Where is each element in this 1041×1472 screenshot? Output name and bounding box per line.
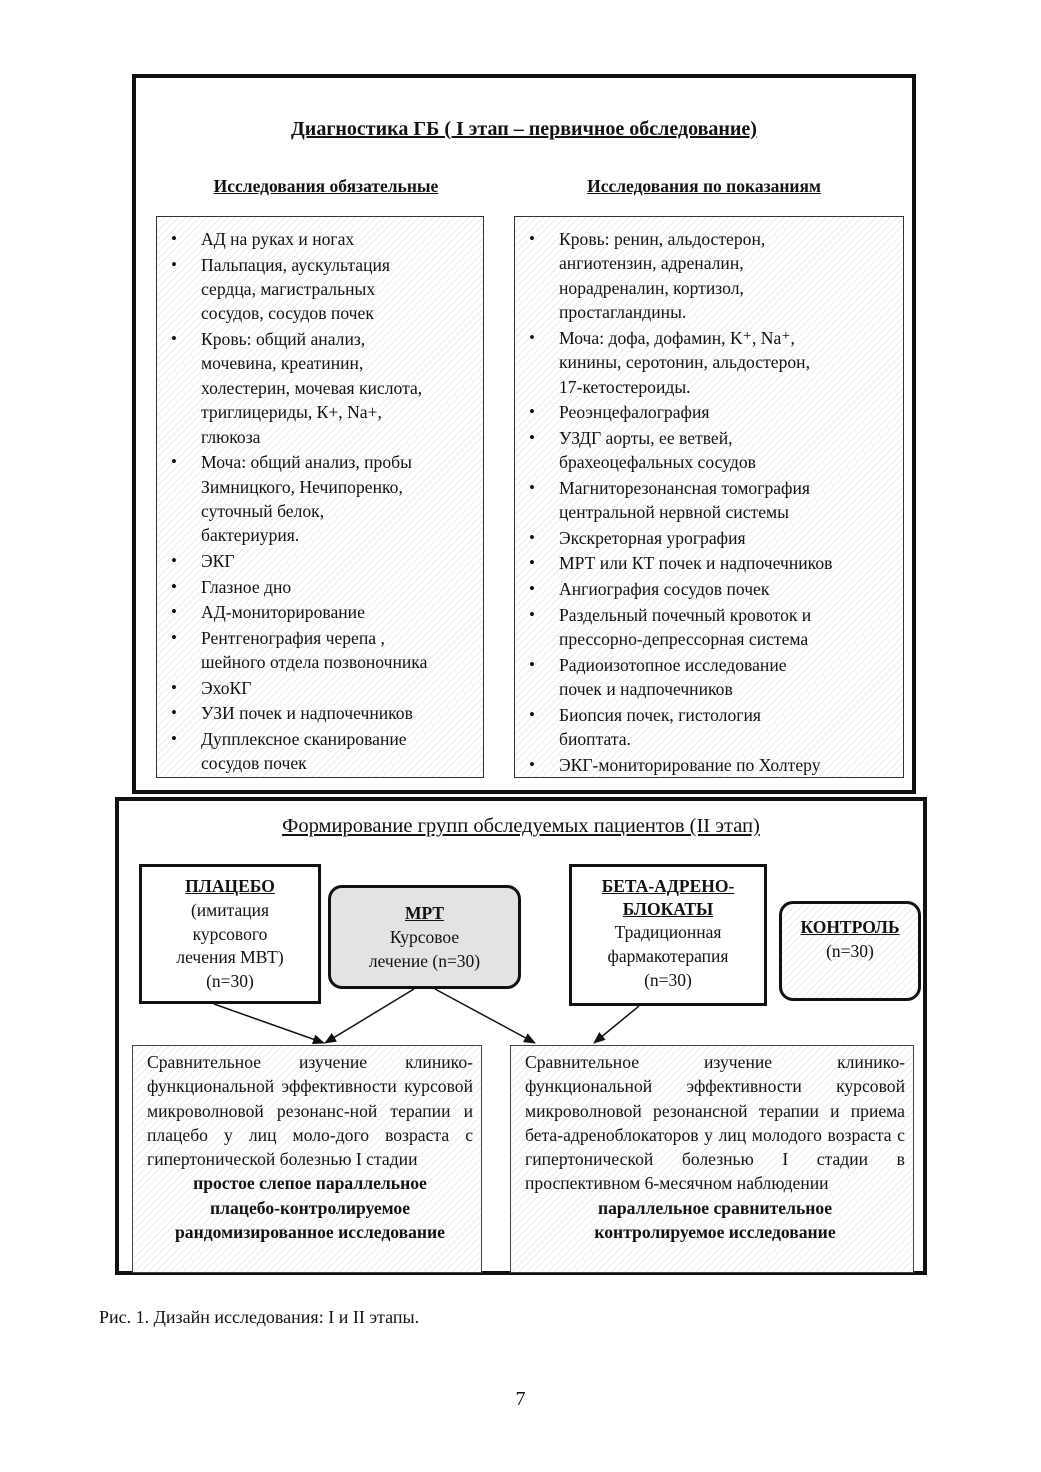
list-item-line: • ЭхоКГ bbox=[201, 677, 252, 698]
group-placebo-line: лечения МВТ) bbox=[176, 947, 284, 968]
list-item bbox=[201, 575, 477, 599]
list-item-line: • Кровь: ренин, альдостерон, bbox=[559, 229, 766, 249]
group-beta-name: БЛОКАТЫ bbox=[622, 899, 714, 919]
list-item-line: шейного отдела позвоночника bbox=[201, 652, 428, 673]
group-beta-name: БЕТА-АДРЕНО- bbox=[601, 876, 735, 896]
list-item-line: простагландины. bbox=[559, 302, 687, 323]
comparison-left bbox=[132, 1045, 482, 1273]
list-item-line: • УЗДГ аорты, ее ветвей, bbox=[559, 427, 733, 448]
group-control bbox=[779, 901, 921, 1001]
list-item-line: бактериурия. bbox=[201, 525, 300, 546]
list-item bbox=[559, 326, 897, 399]
list-item-line: • Глазное дно bbox=[201, 576, 292, 597]
list-item-line: • Ангиография сосудов почек bbox=[559, 579, 770, 599]
list-item-line: глюкоза bbox=[201, 426, 261, 447]
group-beta-line: фармакотерапия bbox=[607, 945, 729, 966]
comparison-left-design: простое слепое параллельное bbox=[193, 1173, 427, 1194]
group-placebo-name: ПЛАЦЕБО bbox=[185, 876, 275, 896]
mandatory-header: Исследования обязательные bbox=[213, 176, 439, 196]
list-item bbox=[559, 227, 897, 325]
list-item-line: прессорно-депрессорная система bbox=[559, 629, 809, 649]
figure-caption: Рис. 1. Дизайн исследования: I и II этапы. bbox=[99, 1307, 420, 1327]
comparison-left-design: плацебо-контролируемое bbox=[210, 1197, 410, 1218]
list-item-line: • УЗИ почек и надпочечников bbox=[201, 703, 413, 724]
list-item-line: сердца, магистральных bbox=[201, 279, 376, 299]
arrow-mrt-to-left bbox=[325, 989, 414, 1043]
group-control-line: (n=30) bbox=[826, 940, 874, 961]
arrow-mrt-to-right bbox=[435, 989, 535, 1043]
list-item bbox=[559, 703, 897, 752]
list-item-line: холестерин, мочевая кислота, bbox=[201, 377, 423, 398]
list-item-line: • Магниторезонансная томография bbox=[559, 477, 810, 498]
list-item bbox=[201, 450, 477, 548]
list-item-line: суточный белок, bbox=[201, 501, 325, 522]
group-mrt-line: лечение (n=30) bbox=[368, 950, 481, 971]
list-item-line: норадреналин, кортизол, bbox=[559, 277, 744, 298]
group-mrt bbox=[328, 885, 521, 989]
group-placebo bbox=[139, 864, 321, 1004]
list-item-line: • ЭКГ-мониторирование по Холтеру bbox=[559, 754, 821, 775]
list-item bbox=[559, 526, 897, 550]
list-item bbox=[559, 426, 897, 475]
mandatory-list-box bbox=[156, 216, 484, 778]
list-item-line: • АД на руках и ногах bbox=[201, 229, 355, 249]
list-item bbox=[201, 676, 477, 700]
list-item bbox=[201, 253, 477, 326]
list-item-line: • АД-мониторирование bbox=[201, 602, 365, 623]
list-item-line: • ЭКГ bbox=[201, 551, 235, 572]
list-item-line: • Рентгенография черепа , bbox=[201, 627, 385, 648]
list-item bbox=[559, 603, 897, 652]
list-item-line: • Дупплексное сканирование bbox=[201, 729, 407, 749]
list-item-line: кинины, серотонин, альдостерон, bbox=[559, 352, 810, 373]
list-item-line: • Реоэнцефалография bbox=[559, 402, 710, 423]
group-beta-line: Традиционная bbox=[614, 922, 722, 942]
list-item-line: мочевина, креатинин, bbox=[201, 353, 364, 374]
list-item-line: 17-кетостероиды. bbox=[559, 376, 691, 397]
list-item-line: • Пальпация, аускультация bbox=[201, 254, 391, 275]
stage2-frame bbox=[115, 797, 927, 1275]
list-item bbox=[559, 753, 897, 777]
list-item-line: • Радиоизотопное исследование bbox=[559, 654, 787, 675]
arrow-placebo-to-left bbox=[214, 1004, 324, 1043]
comparison-right-design: параллельное сравнительное bbox=[597, 1197, 833, 1218]
list-item-line: • Раздельный почечный кровоток и bbox=[559, 604, 812, 625]
stage1-title: Диагностика ГБ ( I этап – первичное обследование) bbox=[291, 118, 757, 140]
group-placebo-line: (n=30) bbox=[206, 971, 254, 992]
indications-list-box bbox=[514, 216, 904, 778]
page-number: 7 bbox=[515, 1388, 526, 1410]
list-item bbox=[201, 701, 477, 725]
comparison-left-text: Сравнительное изучение клинико-функциональной эффективности курсовой микроволновой резонанс-ной терапии и плацебо у лиц моло-дого возраста с гипертонической болезнью I стадии bbox=[147, 1052, 473, 1170]
group-beta-blockers bbox=[569, 864, 767, 1006]
indications-list bbox=[515, 217, 903, 777]
list-item bbox=[201, 327, 477, 449]
list-item-line: • Кровь: общий анализ, bbox=[201, 329, 366, 349]
list-item-line: триглицериды, К+, Na+, bbox=[201, 402, 382, 423]
indications-header: Исследования по показаниям bbox=[587, 176, 821, 196]
list-item-line: сосудов, сосудов почек bbox=[201, 303, 374, 324]
list-item-line: • Моча: общий анализ, пробы bbox=[201, 452, 412, 473]
list-item bbox=[201, 227, 477, 251]
list-item bbox=[201, 549, 477, 573]
group-placebo-line: курсового bbox=[192, 923, 268, 944]
list-item bbox=[201, 626, 477, 675]
group-placebo-line: (имитация bbox=[190, 899, 270, 920]
group-beta-line: (n=30) bbox=[644, 969, 692, 990]
comparison-right bbox=[510, 1045, 914, 1273]
comparison-right-design: контролируемое исследование bbox=[594, 1222, 836, 1243]
comparison-left-design: рандомизированное исследование bbox=[175, 1222, 445, 1243]
list-item bbox=[201, 727, 477, 776]
list-item-line: ангиотензин, адреналин, bbox=[559, 253, 744, 274]
list-item-line: сосудов почек bbox=[201, 753, 307, 774]
list-item-line: центральной нервной системы bbox=[559, 502, 789, 523]
list-item-line: почек и надпочечников bbox=[559, 679, 733, 699]
list-item-line: • МРТ или КТ почек и надпочечников bbox=[559, 553, 833, 574]
list-item-line: брахеоцефальных сосудов bbox=[559, 452, 756, 473]
list-item-line: Зимницкого, Нечипоренко, bbox=[201, 476, 403, 497]
list-item-line: • Экскреторная урография bbox=[559, 527, 746, 548]
list-item bbox=[559, 653, 897, 702]
list-item bbox=[559, 400, 897, 424]
mandatory-list bbox=[157, 217, 483, 776]
arrow-beta-to-right bbox=[594, 1006, 639, 1043]
group-mrt-name: МРТ bbox=[404, 903, 445, 923]
stage2-title: Формирование групп обследуемых пациентов (II этап) bbox=[282, 815, 760, 837]
stage1-frame bbox=[132, 74, 916, 794]
group-mrt-line: Курсовое bbox=[389, 926, 460, 947]
list-item bbox=[559, 476, 897, 525]
list-item bbox=[201, 600, 477, 624]
list-item bbox=[559, 551, 897, 575]
list-item-line: • Моча: дофа, дофамин, K⁺, Na⁺, bbox=[559, 327, 795, 348]
list-item-line: • Биопсия почек, гистология bbox=[559, 704, 761, 725]
comparison-right-text: Сравнительное изучение клинико-функциональной эффективности курсовой микроволновой резонансной терапии и приема бета-адреноблокаторов у лиц молодого возраста с гипертонической болезнью I стадии в проспективном 6-месячном наблюдении bbox=[525, 1052, 905, 1194]
group-control-name: КОНТРОЛЬ bbox=[800, 917, 900, 937]
list-item bbox=[559, 577, 897, 601]
list-item-line: биоптата. bbox=[559, 729, 631, 749]
